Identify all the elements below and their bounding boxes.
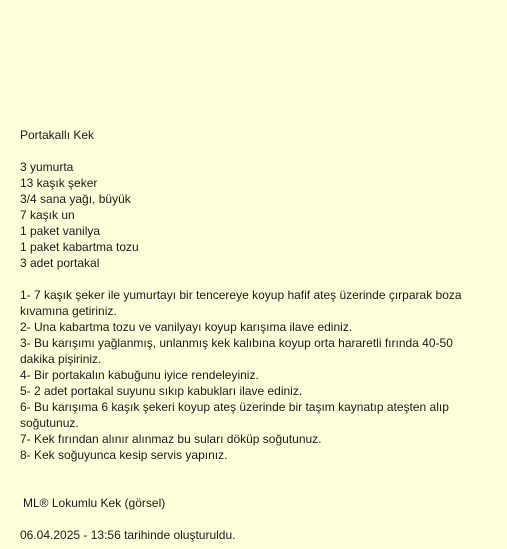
step-item: 4- Bir portakalın kabuğunu iyice rendeleyiniz. — [20, 368, 259, 382]
step-item: 8- Kek soğuyunca kesip servis yapınız. — [20, 448, 228, 462]
ingredient-item: 3 yumurta — [20, 160, 74, 174]
ingredient-list — [20, 159, 490, 271]
ingredient-item: 1 paket kabartma tozu — [20, 240, 139, 254]
step-item: 6- Bu karışıma 6 kaşık şekeri koyup ateş üzerinde bir taşım kaynatıp ateşten alıp soğutunuz. — [20, 400, 449, 430]
ingredient-item: 1 paket vanilya — [20, 224, 101, 238]
ingredient-item: 13 kaşık şeker — [20, 176, 98, 190]
step-item: 3- Bu karışımı yağlanmış, unlanmış kek kalıbına koyup orta hararetli fırında 40-50 dakika pişiriniz. — [20, 336, 453, 366]
step-list — [20, 287, 490, 463]
recipe-title: Portakallı Kek — [20, 128, 95, 142]
ingredient-item: 7 kaşık un — [20, 208, 75, 222]
ingredient-item: 3 adet portakal — [20, 256, 100, 270]
ingredient-item: 3/4 sana yağı, büyük — [20, 192, 131, 206]
step-item: 7- Kek fırından alınır alınmaz bu suları döküp soğutunuz. — [20, 432, 322, 446]
step-item: 1- 7 kaşık şeker ile yumurtayı bir tencereye koyup hafif ateş üzerinde çırparak boza kıvamına getiriniz. — [20, 288, 462, 318]
step-item: 5- 2 adet portakal suyunu sıkıp kabukları ilave ediniz. — [20, 384, 303, 398]
recipe-document — [20, 127, 490, 543]
created-timestamp: 06.04.2025 - 13:56 tarihinde oluşturuldu. — [20, 528, 236, 542]
step-item: 2- Una kabartma tozu ve vanilyayı koyup karışıma ilave ediniz. — [20, 320, 353, 334]
related-recipe-link[interactable]: ML® Lokumlu Kek (görsel) — [23, 496, 166, 510]
